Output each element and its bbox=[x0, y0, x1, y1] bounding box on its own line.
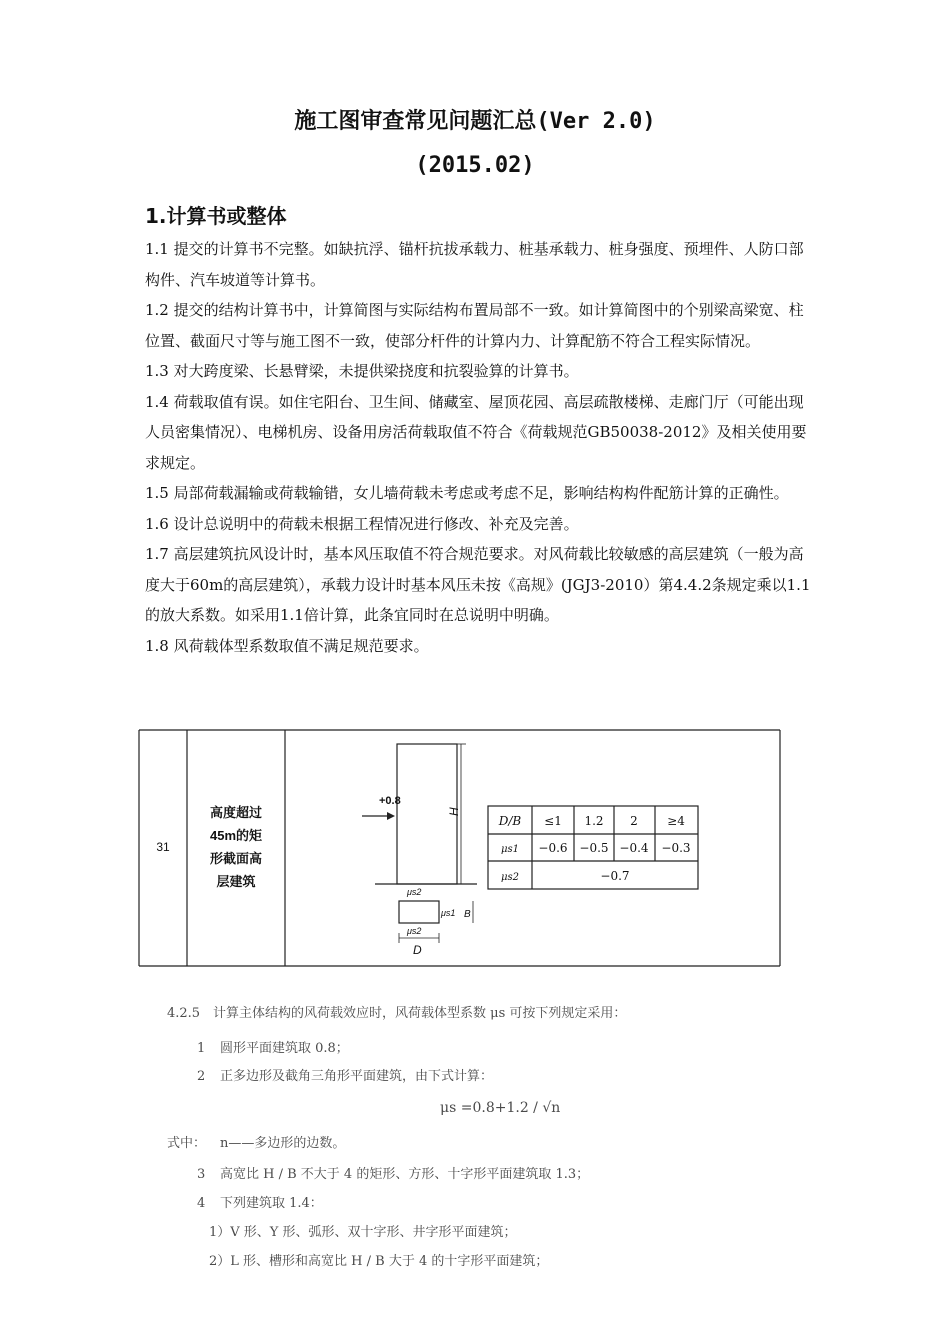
row-number: 31 bbox=[156, 840, 170, 854]
breadth-label: B bbox=[464, 909, 471, 920]
table-cell: −0.5 bbox=[579, 841, 609, 855]
paragraph: 1.2 提交的结构计算书中，计算简图与实际结构布置局部不一致。如计算简图中的个别梁高梁宽、柱位置、截面尺寸等与施工图不一致，使部分杆件的计算内力、计算配筋不符合工程实际情况。 bbox=[145, 301, 804, 350]
row-description: 层建筑 bbox=[216, 874, 256, 889]
paragraph: 1.4 荷载取值有误。如住宅阳台、卫生间、储藏室、屋顶花园、高层疏散楼梯、走廊门厅（可能出现人员密集情况）、电梯机房、设备用房活荷载取值不符合《荷载规范GB50038-2012》及相关使用要求规定。 bbox=[145, 392, 807, 472]
row-description: 高度超过 bbox=[209, 805, 263, 820]
mu-s1-label: μs1 bbox=[441, 908, 456, 918]
section-heading: 1.计算书或整体 bbox=[145, 204, 287, 228]
item-number: 3 bbox=[197, 1167, 206, 1182]
table-header: D/B bbox=[498, 814, 522, 828]
clause-item: 圆形平面建筑取 0.8； bbox=[220, 1041, 349, 1056]
paragraph: 1.7 高层建筑抗风设计时，基本风压取值不符合规范要求。对风荷载比较敏感的高层建筑（一般为高度大于60m的高层建筑），承载力设计时基本风压未按《高规》(JGJ3-2010）第4.4.2条规定乘以1.1的放大系数。如采用1.1倍计算，此条宜同时在总说明中明确。 bbox=[145, 545, 811, 624]
paragraph: 1.6 设计总说明中的荷载未根据工程情况进行修改、补充及完善。 bbox=[145, 514, 579, 533]
paragraph: 1.5 局部荷载漏输或荷载输错，女儿墙荷载未考虑或考虑不足，影响结构构件配筋计算的正确性。 bbox=[145, 484, 789, 502]
table-row-label: μs2 bbox=[501, 872, 519, 883]
table-cell: −0.6 bbox=[538, 841, 568, 855]
height-label: H bbox=[447, 807, 461, 816]
paragraph: 1.1 提交的计算书不完整。如缺抗浮、锚杆抗拔承载力、桩基承载力、桩身强度、预埋件、人防口部构件、汽车坡道等计算书。 bbox=[145, 240, 804, 289]
table-header: 2 bbox=[630, 814, 638, 828]
wind-pressure-label: +0.8 bbox=[379, 795, 401, 807]
table-cell: −0.7 bbox=[600, 869, 630, 883]
depth-label: D bbox=[413, 943, 422, 957]
item-number: 4 bbox=[197, 1196, 206, 1211]
clause-item: 高宽比 H / B 不大于 4 的矩形、方形、十字形平面建筑取 1.3； bbox=[220, 1167, 590, 1182]
document-date: (2015.02) bbox=[415, 153, 535, 178]
table-header: ≤1 bbox=[544, 814, 562, 828]
paragraph: 1.3 对大跨度梁、长悬臂梁，未提供梁挠度和抗裂验算的计算书。 bbox=[145, 362, 579, 380]
clause-subitem: 1）V 形、Y 形、弧形、双十字形、井字形平面建筑； bbox=[209, 1225, 517, 1240]
mu-s2-bottom-label: μs2 bbox=[407, 926, 422, 936]
building-plan bbox=[399, 901, 439, 923]
clause-subitem: 2）L 形、槽形和高宽比 H / B 大于 4 的十字形平面建筑； bbox=[209, 1254, 549, 1269]
table-row-label: μs1 bbox=[501, 844, 519, 855]
row-description: 45m的矩 bbox=[209, 828, 263, 843]
row-description: 形截面高 bbox=[209, 851, 263, 866]
table-cell: −0.3 bbox=[661, 841, 691, 855]
where-text: n——多边形的边数。 bbox=[220, 1136, 346, 1151]
table-header: ≥4 bbox=[667, 814, 685, 828]
where-label: 式中： bbox=[167, 1136, 207, 1151]
formula: μs =0.8+1.2 / √n bbox=[440, 1100, 561, 1116]
document-title: 施工图审查常见问题汇总(Ver 2.0) bbox=[294, 109, 656, 134]
table-header: 1.2 bbox=[584, 814, 604, 828]
paragraph: 1.8 风荷载体型系数取值不满足规范要求。 bbox=[145, 636, 429, 655]
item-number: 1 bbox=[197, 1041, 206, 1056]
table-cell: −0.4 bbox=[619, 841, 649, 855]
wind-coefficient-figure bbox=[137, 720, 782, 970]
clause-item: 下列建筑取 1.4： bbox=[220, 1196, 323, 1211]
body-text bbox=[145, 234, 817, 661]
item-number: 2 bbox=[197, 1069, 206, 1084]
clause-item: 正多边形及截角三角形平面建筑，由下式计算： bbox=[220, 1069, 494, 1084]
mu-s2-top-label: μs2 bbox=[407, 887, 422, 897]
clause-number: 4.2.5 bbox=[167, 1006, 201, 1021]
clause-heading: 计算主体结构的风荷载效应时，风荷载体型系数 μs 可按下列规定采用： bbox=[213, 1006, 627, 1021]
